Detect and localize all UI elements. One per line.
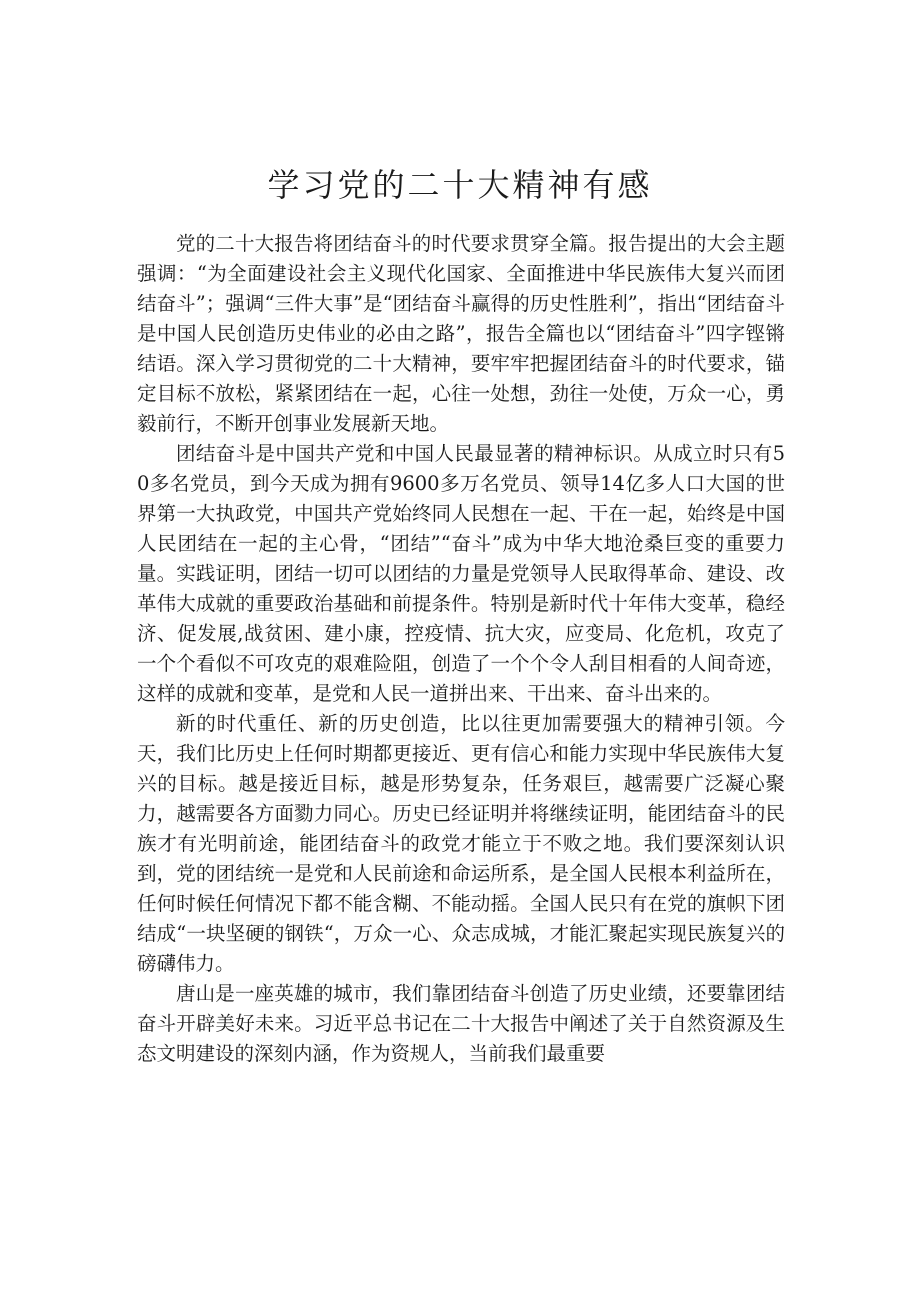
page-title: 学习党的二十大精神有感 xyxy=(267,166,653,204)
paragraph-4: 唐山是一座英雄的城市，我们靠团结奋斗创造了历史业绩，还要靠团结奋斗开辟美好未来。习近平总书记在二十大报告中阐述了关于自然资源及生态文明建设的深刻内涵，作为资规人，当前我们最重要 xyxy=(137,982,785,1065)
article-body xyxy=(137,229,785,1069)
paragraph-1: 党的二十大报告将团结奋斗的时代要求贯穿全篇。报告提出的大会主题强调：“为全面建设社会主义现代化国家、全面推进中华民族伟大复兴而团结奋斗”；强调“三件大事”是“团结奋斗赢得的历史性胜利”，指出“团结奋斗是中国人民创造历史伟业的必由之路”，报告全篇也以“团结奋斗”四字铿锵结语。深入学习贯彻党的二十大精神，要牢牢把握团结奋斗的时代要求，锚定目标不放松，紧紧团结在一起，心往一处想，劲往一处使，万众一心，勇毅前行，不断开创事业发展新天地。 xyxy=(137,232,785,435)
paragraph-3: 新的时代重任、新的历史创造，比以往更加需要强大的精神引领。今天，我们比历史上任何时期都更接近、更有信心和能力实现中华民族伟大复兴的目标。越是接近目标，越是形势复杂，任务艰巨，越需要广泛凝心聚力，越需要各方面勠力同心。历史已经证明并将继续证明，能团结奋斗的民族才有光明前途，能团结奋斗的政党才能立于不败之地。我们要深刻认识到，党的团结统一是党和人民前途和命运所系，是全国人民根本利益所在，任何时候任何情况下都不能含糊、不能动摇。全国人民只有在党的旗帜下团结成“一块坚硬的钢铁“，万众一心、众志成城，才能汇聚起实现民族复兴的磅礴伟力。 xyxy=(137,712,785,975)
paragraph-2: 团结奋斗是中国共产党和中国人民最显著的精神标识。从成立时只有50多名党员，到今天成为拥有9600多万名党员、领导14亿多人口大国的世界第一大执政党，中国共产党始终同人民想在一起、干在一起，始终是中国人民团结在一起的主心骨，“团结”“奋斗”成为中华大地沧桑巨变的重要力量。实践证明，团结一切可以团结的力量是党领导人民取得革命、建设、改革伟大成就的重要政治基础和前提条件。特别是新时代十年伟大变革，稳经济、促发展,战贫困、建小康，控疫情、抗大灾，应变局、化危机，攻克了一个个看似不可攻克的艰难险阻，创造了一个个令人刮目相看的人间奇迹，这样的成就和变革，是党和人民一道拼出来、干出来、奋斗出来的。 xyxy=(137,442,785,705)
